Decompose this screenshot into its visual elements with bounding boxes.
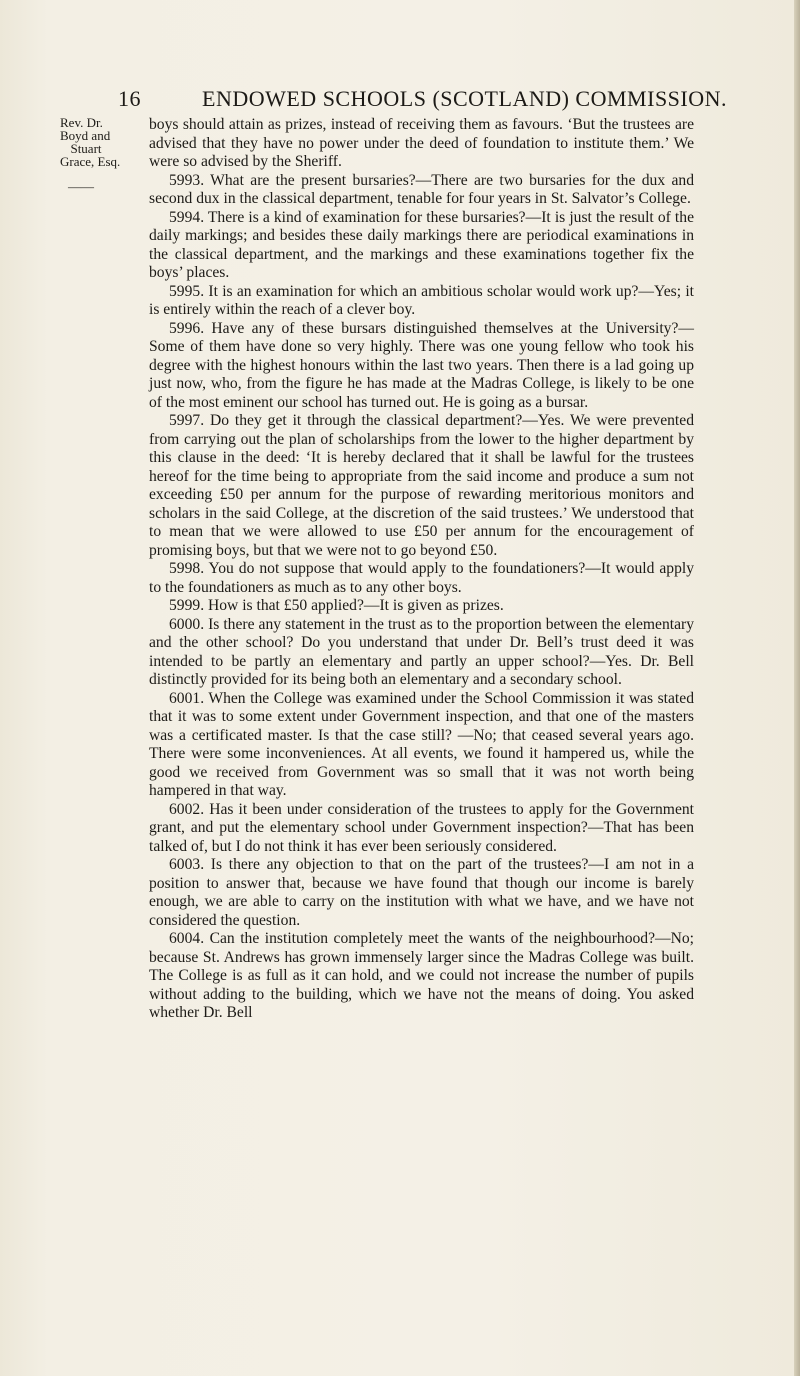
paragraph-6000: 6000. Is there any statement in the trust as to the proportion between the elementary and the other school? Do you understand that under Dr. Bell’s trust deed it was intended to be partly an elementary and partly an upper school?—Yes. Dr. Bell distinctly provided for its being both an elementary and a secondary school. — [149, 615, 694, 688]
page-number: 16 — [118, 86, 141, 111]
paragraph-6001: 6001. When the College was examined under the School Commission it was stated that it was to some extent under Government inspection, and that one of the masters was a certificated master. Is that the case still? —No; that ceased several years ago. There were some inconveniences. At all events, we found it hampered us, while the good we received from Government was so small that it was not worth being hampered in that way. — [149, 689, 694, 799]
running-header — [118, 86, 728, 112]
paragraph-continuation: boys should attain as prizes, instead of receiving them as favours. ‘But the trustees are advised that they have no power under the deed of foundation to institute them.’ We were so advised by the Sheriff. — [149, 116, 694, 170]
paragraph-5994: 5994. There is a kind of examination for these bursaries?—It is just the result of the daily markings; and besides these daily markings there are periodical examinations in the classical department, and the markings and these examinations together fix the boys’ places. — [149, 208, 694, 281]
page-title: ENDOWED SCHOOLS (SCOTLAND) COMMISSION. — [202, 86, 728, 111]
paragraph-5996: 5996. Have any of these bursars distinguished themselves at the University?—Some of them have done so very highly. There was one young fellow who took his degree with the highest honours within the last two years. Then there is a lad going up just now, who, from the figure he has made at the Madras College, is likely to be one of the most eminent our school has turned out. He is going as a bursar. — [149, 319, 694, 411]
paragraph-5993: 5993. What are the present bursaries?—There are two bursaries for the dux and second dux in the classical department, tenable for four years in St. Salvator’s College. — [149, 171, 694, 207]
paragraph-6003: 6003. Is there any objection to that on the part of the trustees?—I am not in a position to answer that, because we have found that though our income is barely enough, we are able to carry on the institution with what we have, and we have not considered the question. — [149, 856, 694, 929]
margin-note-dash: —— — [68, 179, 94, 194]
margin-note-line: Rev. Dr. — [60, 115, 103, 130]
testimony-text — [149, 116, 694, 1023]
paragraph-5995: 5995. It is an examination for which an ambitious scholar would work up?—Yes; it is entirely within the reach of a clever boy. — [149, 282, 694, 318]
paragraph-6004: 6004. Can the institution completely meet the wants of the neighbourhood?—No; because St. Andrews has grown immensely larger since the Madras College was built. The College is as full as it can hold, and we could not increase the number of pupils without adding to the building, which we have not the means of doing. You asked whether Dr. Bell — [149, 930, 694, 1021]
margin-note-line: Stuart — [70, 141, 102, 156]
paragraph-6002: 6002. Has it been under consideration of the trustees to apply for the Government grant, and put the elementary school under Government inspection?—That has been talked of, but I do not think it has ever been seriously considered. — [149, 800, 694, 855]
page-edge — [794, 0, 800, 1376]
paragraph-5997: 5997. Do they get it through the classical department?—Yes. We were prevented from carrying out the plan of scholarships from the lower to the higher department by this clause in the deed: ‘It is hereby declared that it shall be lawful for the trustees hereof for the time being to appropriate from the said income and produce a sum not exceeding £50 per annum for the purpose of rewarding meritorious monitors and scholars in the said College, at the discretion of the said trustees.’ We understood that to mean that we were allowed to use £50 per annum for the encouragement of promising boys, but that we were not to go beyond £50. — [149, 412, 694, 559]
margin-note — [60, 116, 132, 193]
paragraph-5998: 5998. You do not suppose that would apply to the foundationers?—It would apply to the foundationers as much as to any other boys. — [149, 560, 694, 596]
margin-note-line: Boyd and — [60, 128, 111, 143]
margin-note-line: Grace, Esq. — [60, 154, 121, 169]
paragraph-5999: 5999. How is that £50 applied?—It is given as prizes. — [169, 597, 504, 614]
